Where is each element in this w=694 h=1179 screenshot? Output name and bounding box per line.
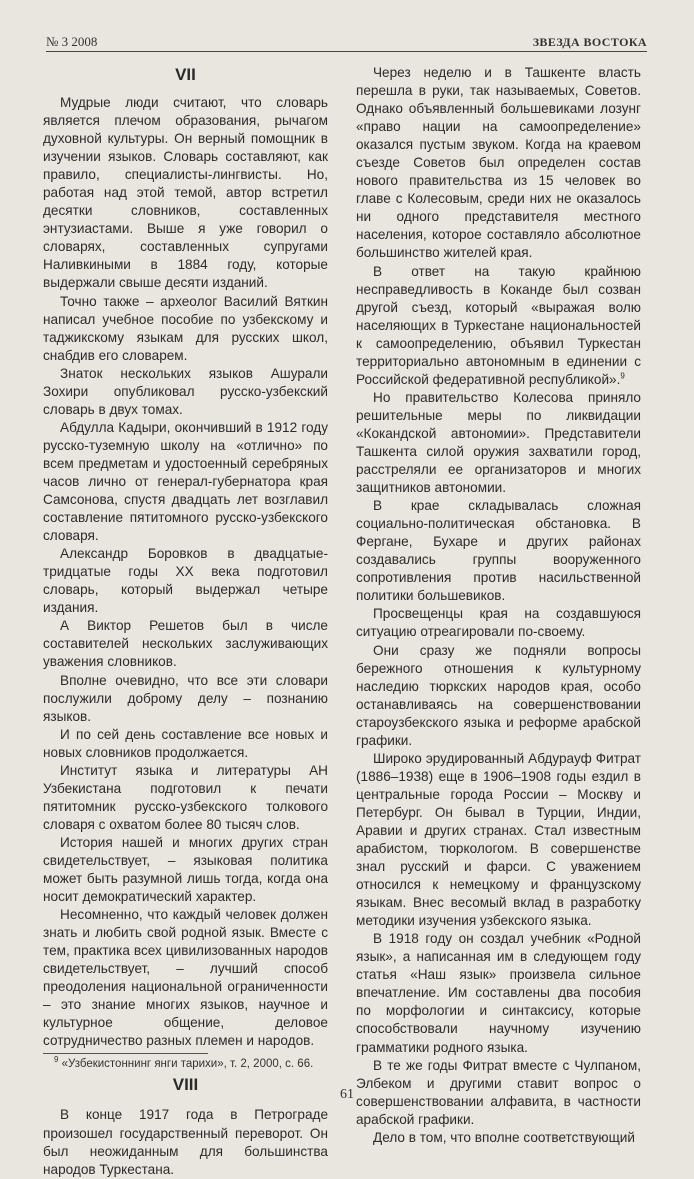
paragraph: Абдулла Кадыри, окончивший в 1912 году русско-туземную школу на «отлично» по всем предметам и удостоенный серебряных часов лично от генерал-губернатора края Самсонова, спустя двадцать лет возглавил составление пятитомного русско-узбекского словаря. — [43, 419, 328, 544]
paragraph: Широко эрудированный Абдурауф Фитрат (1886–1938) еще в 1906–1908 годы ездил в центральные города России – Москву и Петербург. Он бывал в Турции, Индии, Аравии и других странах. Стал известным арабистом, тюркологом. В совершенстве знал русский и фарси. С уважением относился к немецкому и французскому языкам. Внес весомый вклад в разработку методики изучения узбекского языка. — [356, 750, 641, 929]
paragraph: История нашей и многих других стран свидетельствует, – языковая политика может быть разумной лишь тогда, когда она носит демократический характер. — [43, 834, 328, 905]
issue-number: № 3 2008 — [46, 34, 98, 49]
footnote-text: «Узбекистоннинг янги тарихи», т. 2, 2000, с. 66. — [61, 1058, 314, 1070]
paragraph: Институт языка и литературы АН Узбекистана подготовил к печати пятитомник русско-узбекского толкового словаря с охватом более 80 тысяч слов. — [43, 762, 328, 832]
footnote-reference: 9 — [620, 371, 625, 381]
paragraph: Знаток нескольких языков Ашурали Зохири опубликовал русско-узбекский словарь в двух томах. — [43, 365, 328, 417]
paragraph: И по сей день составление все новых и новых словников продолжается. — [43, 726, 328, 760]
footnote-divider — [43, 1053, 208, 1054]
section-heading-vii: VII — [175, 65, 196, 84]
paragraph-with-note — [356, 263, 641, 389]
paragraph: Точно также – археолог Василий Вяткин написал учебное пособие по узбекскому и таджикскому языкам для русских школ, снабдив его словарем. — [43, 293, 328, 363]
right-column — [356, 64, 641, 1147]
paragraph: Они сразу же подняли вопросы бережного отношения к культурному наследию тюркских народов края, особо останавливаясь на совершенствовании староузбекского языка и реформе арабской графики. — [356, 642, 641, 748]
header-divider — [46, 51, 647, 52]
footnote-mark: 9 — [54, 1055, 59, 1065]
footnote — [54, 1055, 314, 1070]
paragraph-text: В ответ на такую крайнюю несправедливость в Коканде был созван другой съезд, который «выражая волю населяющих в Туркестане национальностей к самоопределению, объявил Туркестан территориально автономным в единении с Российской федеративной республикой». — [356, 263, 641, 387]
page-number: 61 — [340, 1087, 354, 1102]
paragraph: А Виктор Решетов был в числе составителей нескольких заслуживающих уважения словников. — [43, 618, 328, 670]
paragraph: В крае складывалась сложная социально-политическая обстановка. В Фергане, Бухаре и других районах создавались группы вооруженного сопротивления против насильственной политики большевиков. — [356, 498, 641, 604]
paragraph: Через неделю и в Ташкенте власть перешла в руки, так называемых, Советов. Однако объявленный большевиками лозунг «право нации на самоопределение» оказался пустым звуком. Когда на краевом съезде Советов был определен состав нового правительства из 15 человек во главе с Колесовым, среди них не оказалось ни одного представителя местного населения, которое составляло абсолютное большинство жителей края. — [356, 65, 641, 261]
section-heading-viii: VIII — [172, 1075, 199, 1095]
paragraph: В те же годы Фитрат вместе с Чулпаном, Элбеком и другими ставит вопрос о совершенствовании алфавита, в частности арабской графики. — [356, 1057, 641, 1127]
running-header — [46, 32, 647, 50]
left-column — [43, 64, 328, 1179]
paragraph: Мудрые люди считают, что словарь является плечом образования, рычагом духовной культуры. Он верный помощник в изучении языков. Словарь составляют, как правило, специалисты-лингвисты. Но, работая над этой темой, автор встретил десятки словников, составленных энтузиастами. Выше я уже говорил о словарях, составленных супругами Наливкиными в 1884 году, которые выдержали свыше десяти изданий. — [43, 95, 328, 291]
paragraph: Вполне очевидно, что все эти словари послужили доброму делу – познанию языков. — [43, 672, 328, 724]
paragraph: Несомненно, что каждый человек должен знать и любить свой родной язык. Вместе с тем, практика всех цивилизованных народов свидетельствует, – лучший способ преодоления национальной ограниченности – это знание многих языков, научное и культурное общение, деловое сотрудничество разных племен и народов. — [43, 907, 328, 1049]
paragraph: Александр Боровков в двадцатые-тридцатые годы XX века подготовил словарь, который выдержал четыре издания. — [43, 546, 328, 616]
paragraph: Но правительство Колесова приняло решительные меры по ликвидации «Кокандской автономии». Представители Ташкента силой оружия захватили город, расстреляли ее организаторов и многих защитников автономии. — [356, 389, 641, 496]
paragraph: Просвещенцы края на создавшуюся ситуацию отреагировали по-своему. — [356, 606, 641, 640]
paragraph: Дело в том, что вполне соответствующий — [373, 1129, 635, 1145]
journal-title: ЗВЕЗДА ВОСТОКА — [532, 35, 647, 49]
paragraph: В конце 1917 года в Петрограде произошел государственный переворот. Он был неожиданным для большинства народов Туркестана. — [43, 1107, 328, 1177]
paragraph: В 1918 году он создал учебник «Родной язык», а написанная им в следующем году статья «Наш язык» произвела сильное впечатление. Им составлены два пособия по морфологии и синтаксису, которые способствовали научному изучению грамматики родного языка. — [356, 931, 641, 1055]
